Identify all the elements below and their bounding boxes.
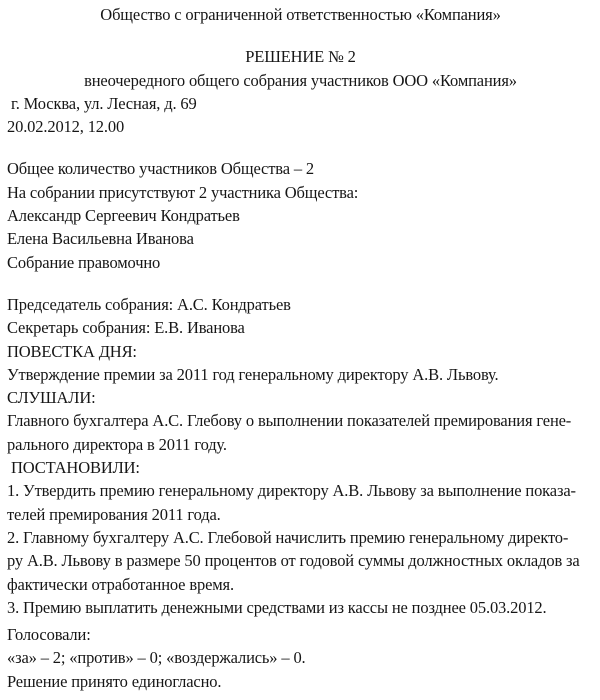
resolved-text-line: 3. Премию выплатить денежными средствами из кассы не позднее 05.03.2012. — [7, 597, 547, 617]
heard-text-line: рального директора в 2011 году. — [7, 434, 227, 454]
resolved-text-line: ру А.В. Львову в размере 50 процентов от годовой суммы должностных окладов за — [7, 551, 580, 571]
resolved-text-line: телей премирования 2011 года. — [7, 504, 221, 524]
participant-name: Александр Сергеевич Кондратьев — [7, 206, 240, 226]
participants-present: На собрании присутствуют 2 участника Общества: — [7, 182, 359, 202]
org-name-line: Общество с ограниченной ответственностью «Компания» — [100, 5, 501, 24]
agenda-item: Утверждение премии за 2011 год генеральному директору А.В. Львову. — [7, 364, 499, 384]
participants-total: Общее количество участников Общества – 2 — [7, 159, 315, 179]
voting-results: «за» – 2; «против» – 0; «воздержались» – 0. — [7, 648, 306, 668]
meeting-place: г. Москва, ул. Лесная, д. 69 — [7, 93, 197, 113]
resolved-text-line: 2. Главному бухгалтеру А.С. Глебовой начислить премию генеральному директо- — [7, 527, 569, 547]
resolved-text-line: 1. Утвердить премию генеральному директору А.В. Львову за выполнение показа- — [7, 481, 576, 501]
heard-heading: СЛУШАЛИ: — [7, 388, 96, 408]
voting-conclusion: Решение принято единогласно. — [7, 671, 222, 691]
chairman-line: Председатель собрания: А.С. Кондратьев — [7, 294, 291, 314]
blank-line — [7, 26, 594, 45]
secretary-line: Секретарь собрания: Е.В. Иванова — [7, 318, 245, 338]
blank-line — [7, 138, 594, 157]
voting-heading: Голосовали: — [7, 625, 91, 645]
resolution-title: РЕШЕНИЕ № 2 — [245, 47, 356, 67]
quorum-statement: Собрание правомочно — [7, 252, 161, 272]
blank-line — [7, 274, 594, 293]
agenda-heading: ПОВЕСТКА ДНЯ: — [7, 341, 137, 361]
heard-text-line: Главного бухгалтера А.С. Глебову о выполнении показателей премирования гене- — [7, 411, 572, 431]
resolved-heading: ПОСТАНОВИЛИ: — [7, 458, 140, 478]
resolution-subtitle: внеочередного общего собрания участников ООО «Компания» — [84, 70, 517, 90]
participant-name: Елена Васильевна Иванова — [7, 229, 194, 249]
meeting-datetime: 20.02.2012, 12.00 — [7, 117, 125, 137]
resolved-text-line: фактически отработанное время. — [7, 574, 234, 594]
